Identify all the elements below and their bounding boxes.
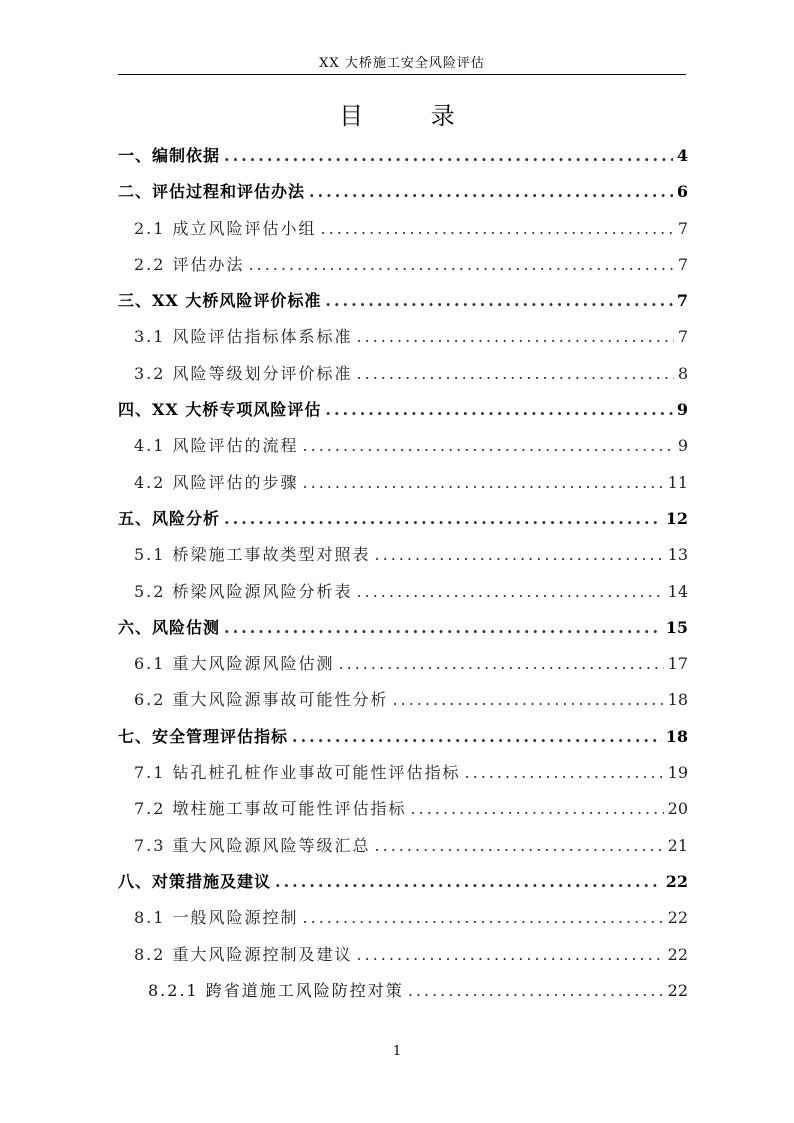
toc-entry-title: 7.1 钻孔桩孔桩作业事故可能性评估指标	[134, 763, 461, 783]
toc-entry-2[interactable]	[118, 174, 688, 210]
toc-entry-8-2-1[interactable]	[118, 973, 688, 1009]
toc-leader-dots	[224, 610, 662, 646]
toc-entry-3-1[interactable]	[118, 319, 688, 355]
toc-entry-title: 7.3 重大风险源风险等级汇总	[134, 835, 371, 855]
toc-entry-6[interactable]	[118, 610, 688, 646]
toc-entry-page: 4	[676, 146, 688, 165]
toc-leader-dots	[303, 465, 664, 501]
toc-entry-6-1[interactable]	[118, 646, 688, 682]
toc-entry-page: 12	[665, 508, 688, 528]
toc-entry-title: 五、风险分析	[118, 508, 221, 528]
toc-entry-title: 2.1 成立风险评估小组	[134, 218, 317, 238]
toc-entry-title: 4.1 风险评估的流程	[134, 436, 299, 456]
toc-leader-dots	[408, 973, 664, 1009]
toc-leader-dots	[339, 646, 664, 682]
toc-leader-dots	[275, 864, 662, 900]
toc-entry-page: 15	[665, 617, 688, 637]
toc-entry-7-3[interactable]	[118, 828, 688, 864]
toc-entry-3[interactable]	[118, 283, 688, 319]
toc-entry-page: 9	[677, 436, 688, 456]
toc-leader-dots	[357, 574, 664, 610]
toc-entry-title: 三、XX 大桥风险评价标准	[118, 291, 322, 311]
toc-leader-dots	[375, 537, 664, 573]
toc-leader-dots	[303, 428, 674, 464]
toc-title: 目 录	[339, 102, 485, 130]
toc-entry-title: 2.2 评估办法	[134, 254, 245, 274]
toc-entry-page: 22	[667, 944, 688, 964]
toc-leader-dots	[393, 682, 664, 718]
toc-leader-dots	[325, 283, 672, 319]
toc-entry-8-2[interactable]	[118, 937, 688, 973]
toc-entry-4-1[interactable]	[118, 428, 688, 464]
toc-entry-page: 7	[677, 218, 688, 238]
toc-entry-4-2[interactable]	[118, 465, 688, 501]
toc-entry-8-1[interactable]	[118, 900, 688, 936]
toc-entry-4[interactable]	[118, 392, 688, 428]
toc-leader-dots	[224, 501, 662, 537]
toc-entry-title: 4.2 风险评估的步骤	[134, 472, 299, 492]
toc-entry-7-1[interactable]	[118, 755, 688, 791]
toc-entry-page: 8	[677, 363, 688, 383]
toc-entry-page: 11	[667, 472, 688, 492]
toc-entry-title: 3.2 风险等级划分评价标准	[134, 363, 353, 383]
toc-entry-page: 20	[667, 799, 688, 819]
toc-entry-5-2[interactable]	[118, 574, 688, 610]
toc-entry-page: 7	[677, 254, 688, 274]
toc-entry-title: 7.2 墩柱施工事故可能性评估指标	[134, 799, 407, 819]
toc-entry-page: 22	[667, 980, 688, 1000]
toc-entry-7[interactable]	[118, 719, 688, 755]
toc-entry-2-1[interactable]	[118, 211, 688, 247]
toc-entry-page: 18	[667, 690, 688, 710]
toc-entry-page: 14	[667, 581, 688, 601]
toc-leader-dots	[411, 791, 664, 827]
toc-entry-title: 8.2 重大风险源控制及建议	[134, 944, 353, 964]
toc-entry-page: 6	[676, 182, 688, 202]
toc-leader-dots	[321, 211, 674, 247]
toc-entry-title: 六、风险估测	[118, 617, 221, 637]
toc-entry-3-2[interactable]	[118, 356, 688, 392]
toc-entry-title: 5.2 桥梁风险源风险分析表	[134, 581, 353, 601]
toc-entry-1[interactable]	[118, 138, 688, 174]
toc-entry-7-2[interactable]	[118, 791, 688, 827]
table-of-contents	[118, 138, 688, 1009]
toc-leader-dots	[309, 174, 673, 210]
running-header: XX 大桥施工安全风险评估	[319, 56, 485, 71]
toc-entry-page: 22	[667, 908, 688, 928]
toc-entry-5[interactable]	[118, 501, 688, 537]
toc-entry-title: 5.1 桥梁施工事故类型对照表	[134, 545, 371, 565]
toc-leader-dots	[325, 392, 672, 428]
toc-entry-page: 9	[676, 400, 688, 420]
toc-leader-dots	[375, 828, 664, 864]
toc-entry-title: 四、XX 大桥专项风险评估	[118, 400, 322, 420]
toc-entry-title: 一、编制依据	[118, 146, 221, 165]
toc-entry-5-1[interactable]	[118, 537, 688, 573]
toc-entry-page: 19	[667, 763, 688, 783]
toc-entry-title: 七、安全管理评估指标	[118, 726, 289, 746]
toc-leader-dots	[292, 719, 662, 755]
toc-entry-page: 22	[665, 871, 688, 891]
toc-leader-dots	[357, 356, 674, 392]
toc-leader-dots	[357, 319, 674, 355]
toc-entry-title: 二、评估过程和评估办法	[118, 182, 306, 202]
toc-entry-page: 21	[667, 835, 688, 855]
toc-leader-dots	[249, 247, 674, 283]
toc-entry-page: 18	[665, 726, 688, 746]
toc-entry-page: 7	[677, 327, 688, 347]
toc-entry-page: 17	[667, 654, 688, 674]
toc-leader-dots	[357, 937, 664, 973]
toc-entry-2-2[interactable]	[118, 247, 688, 283]
toc-leader-dots	[303, 900, 664, 936]
header-divider	[118, 74, 686, 75]
toc-entry-page: 7	[676, 291, 688, 311]
toc-entry-title: 3.1 风险评估指标体系标准	[134, 327, 353, 347]
toc-entry-title: 6.1 重大风险源风险估测	[134, 654, 335, 674]
toc-leader-dots	[224, 138, 673, 174]
toc-leader-dots	[465, 755, 664, 791]
toc-entry-title: 8.1 一般风险源控制	[134, 908, 299, 928]
toc-entry-title: 八、对策措施及建议	[118, 871, 272, 891]
toc-entry-title: 8.2.1 跨省道施工风险防控对策	[148, 980, 404, 1000]
toc-entry-title: 6.2 重大风险源事故可能性分析	[134, 690, 389, 710]
page-number: 1	[392, 1044, 402, 1059]
toc-entry-8[interactable]	[118, 864, 688, 900]
toc-entry-6-2[interactable]	[118, 682, 688, 718]
toc-entry-page: 13	[667, 545, 688, 565]
